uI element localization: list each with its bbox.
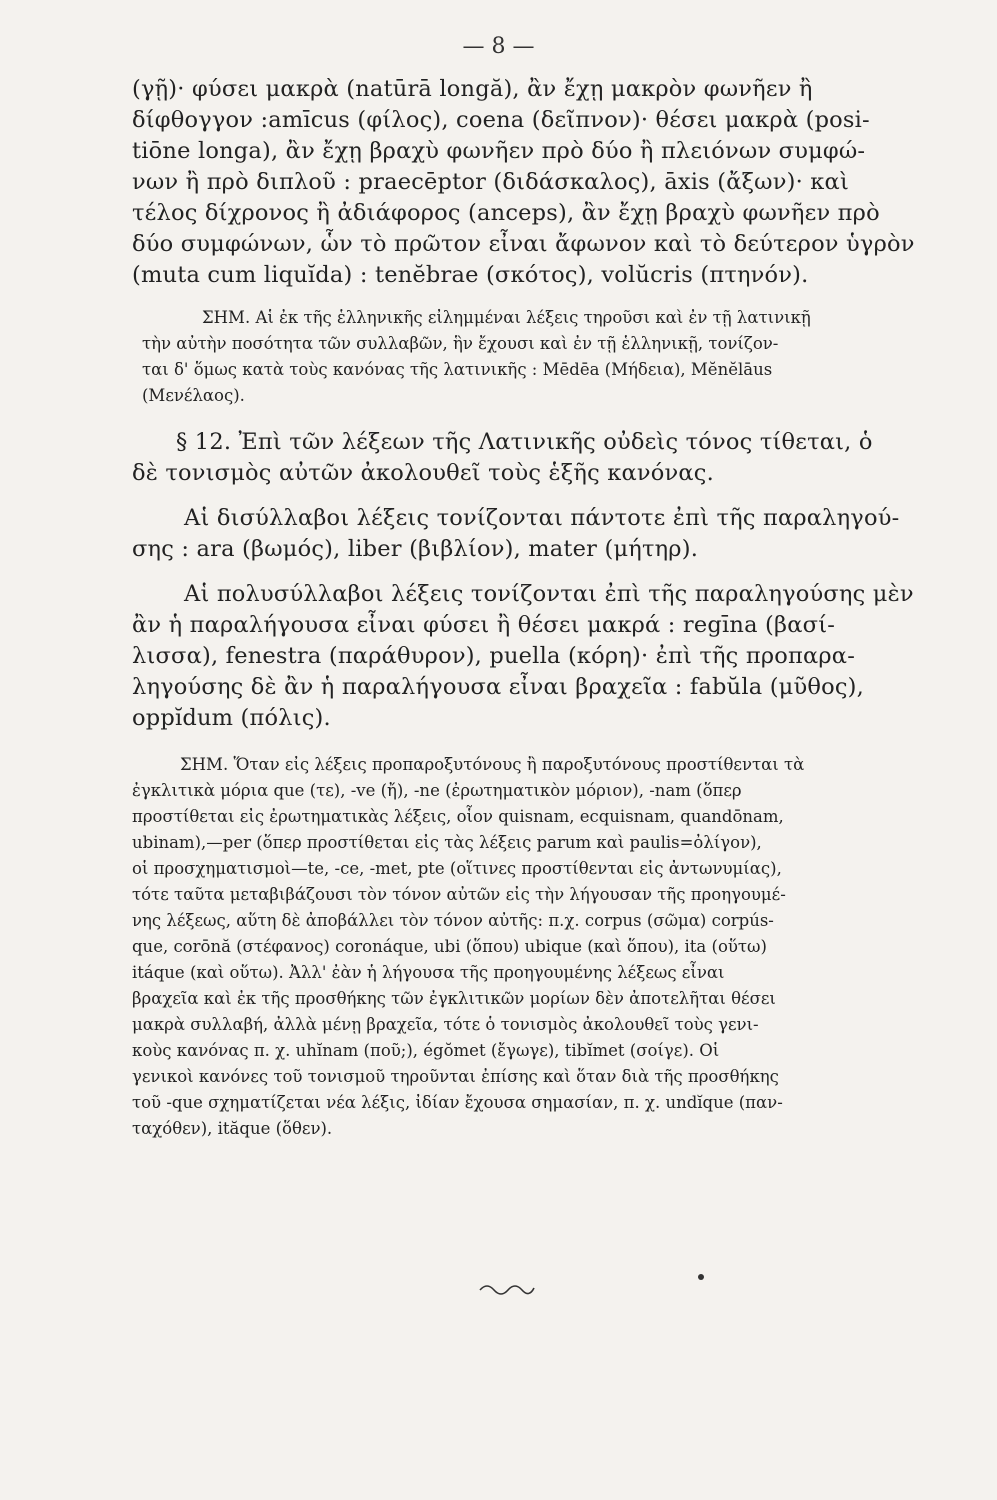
text-line: ται δ' ὅμως κατὰ τοὺς κανόνας τῆς λατινικῆς : Mēdēa (Μήδεια), Mĕnĕlāus [142, 360, 773, 379]
paragraph-quantity-rules [132, 74, 932, 291]
text-line: τὴν αὐτὴν ποσότητα τῶν συλλαβῶν, ἣν ἔχουσι καὶ ἐν τῇ ἑλληνικῇ, τονίζον- [142, 334, 779, 353]
text-line: τοῦ -que σχηματίζεται νέα λέξις, ἰδίαν ἔχουσα σημασίαν, π. χ. undĭque (παν- [132, 1093, 783, 1112]
text-line: τέλος δίχρονος ἢ ἀδιάφορος (anceps), ἂν ἔχῃ βραχὺ φωνῆεν πρὸ [132, 200, 880, 226]
text-line: ταχόθεν), ităque (ὅθεν). [132, 1119, 333, 1138]
text-line: § 12. Ἐπὶ τῶν λέξεων τῆς Λατινικῆς οὐδεὶς τόνος τίθεται, ὁ [176, 429, 873, 455]
text-line: δύο συμφώνων, ὧν τὸ πρῶτον εἶναι ἄφωνον καὶ τὸ δεύτερον ὑγρὸν [132, 231, 915, 257]
page-content [132, 74, 932, 1158]
text-line: κοὺς κανόνας π. χ. uhĭnam (ποῦ;), égŏmet (ἔγωγε), tibĭmet (σοίγε). Οἱ [132, 1041, 720, 1060]
text-line: οἱ προσχηματισμοὶ—te, -ce, -met, pte (οἵτινες προστίθενται εἰς ἀντωνυμίας), [132, 859, 782, 878]
text-line: que, corōnă (στέφανος) coronáque, ubi (ὅπου) ubique (καὶ ὅπου), ita (οὕτω) [132, 937, 767, 956]
text-line: νης λέξεως, αὕτη δὲ ἀποβάλλει τὸν τόνον αὐτῆς: π.χ. corpus (σῶμα) corpús- [132, 911, 774, 930]
text-line: ubinam),—per (ὅπερ προστίθεται εἰς τὰς λέξεις parum καὶ paulis=ὀλίγον), [132, 833, 762, 852]
text-line: τότε ταῦτα μεταβιβάζουσι τὸν τόνον αὐτῶν εἰς τὴν λήγουσαν τῆς προηγουμέ- [132, 885, 786, 904]
text-line: γενικοὶ κανόνες τοῦ τονισμοῦ τηροῦνται ἐπίσης καὶ ὅταν διὰ τῆς προσθήκης [132, 1067, 779, 1086]
text-line: Αἱ πολυσύλλαβοι λέξεις τονίζονται ἐπὶ τῆς παραληγούσης μὲν [184, 581, 914, 607]
text-line: ληγούσης δὲ ἂν ἡ παραλήγουσα εἶναι βραχεῖα : fabŭla (μῦθος), [132, 674, 864, 700]
page-number: — 8 — [462, 34, 535, 59]
note-enclitics [132, 752, 932, 1142]
text-line: ἂν ἡ παραλήγουσα εἶναι φύσει ἢ θέσει μακρά : regīna (βασί- [132, 612, 836, 638]
text-line: δὲ τονισμὸς αὐτῶν ἀκολουθεῖ τοὺς ἑξῆς κανόνας. [132, 460, 714, 486]
text-line: βραχεῖα καὶ ἐκ τῆς προσθήκης τῶν ἐγκλιτικῶν μορίων δὲν ἀποτελῆται θέσει [132, 989, 776, 1008]
note-greek-loanwords [132, 305, 932, 409]
text-line: ΣΗΜ. Αἱ ἐκ τῆς ἑλληνικῆς εἰλημμέναι λέξεις τηροῦσι καὶ ἐν τῇ λατινικῇ [202, 308, 811, 327]
text-line: μακρὰ συλλαβή, ἀλλὰ μένῃ βραχεῖα, τότε ὁ τονισμὸς ἀκολουθεῖ τοὺς γενι- [132, 1015, 759, 1034]
paragraph-disyllabic [132, 503, 932, 565]
text-line: σης : ara (βωμός), liber (βιβλίον), mater (μήτηρ). [132, 536, 699, 562]
text-line: oppĭdum (πόλις). [132, 705, 331, 731]
text-line: tiōne longa), ἂν ἔχῃ βραχὺ φωνῆεν πρὸ δύο ἢ πλειόνων συμφώ- [132, 138, 866, 164]
text-line: ΣΗΜ. Ὅταν εἰς λέξεις προπαροξυτόνους ἢ παροξυτόνους προστίθενται τὰ [180, 755, 805, 774]
text-line: προστίθεται εἰς ἐρωτηματικὰς λέξεις, οἷον quisnam, ecquisnam, quandōnam, [132, 807, 784, 826]
paragraph-polysyllabic [132, 579, 932, 734]
text-line: ἐγκλιτικὰ μόρια que (τε), -ve (ἤ), -ne (ἐρωτηματικὸν μόριον), -nam (ὅπερ [132, 781, 742, 800]
text-line: (γῇ)· φύσει μακρὰ (natūrā longă), ἂν ἔχῃ μακρὸν φωνῆεν ἢ [132, 76, 813, 102]
text-line: (muta cum liquĭda) : tenĕbrae (σκότος), volŭcris (πτηνόν). [132, 262, 809, 288]
text-line: νων ἢ πρὸ διπλοῦ : praecēptor (διδάσκαλος), āxis (ἄξων)· καὶ [132, 169, 849, 195]
section-12-heading [132, 427, 932, 489]
ink-dot [698, 1274, 704, 1280]
text-line: itáque (καὶ οὕτω). Ἀλλ' ἐὰν ἡ λήγουσα τῆς προηγουμένης λέξεως εἶναι [132, 963, 725, 982]
text-line: (Μενέλαος). [142, 386, 245, 405]
text-line: λισσα), fenestra (παράθυρον), puella (κόρη)· ἐπὶ τῆς προπαρα- [132, 643, 856, 669]
text-line: Αἱ δισύλλαβοι λέξεις τονίζονται πάντοτε ἐπὶ τῆς παραληγού- [184, 505, 900, 531]
ornament-tilde-divider [476, 1278, 536, 1300]
text-line: δίφθογγον :amīcus (φίλος), coena (δεῖπνον)· θέσει μακρὰ (posi- [132, 107, 870, 133]
